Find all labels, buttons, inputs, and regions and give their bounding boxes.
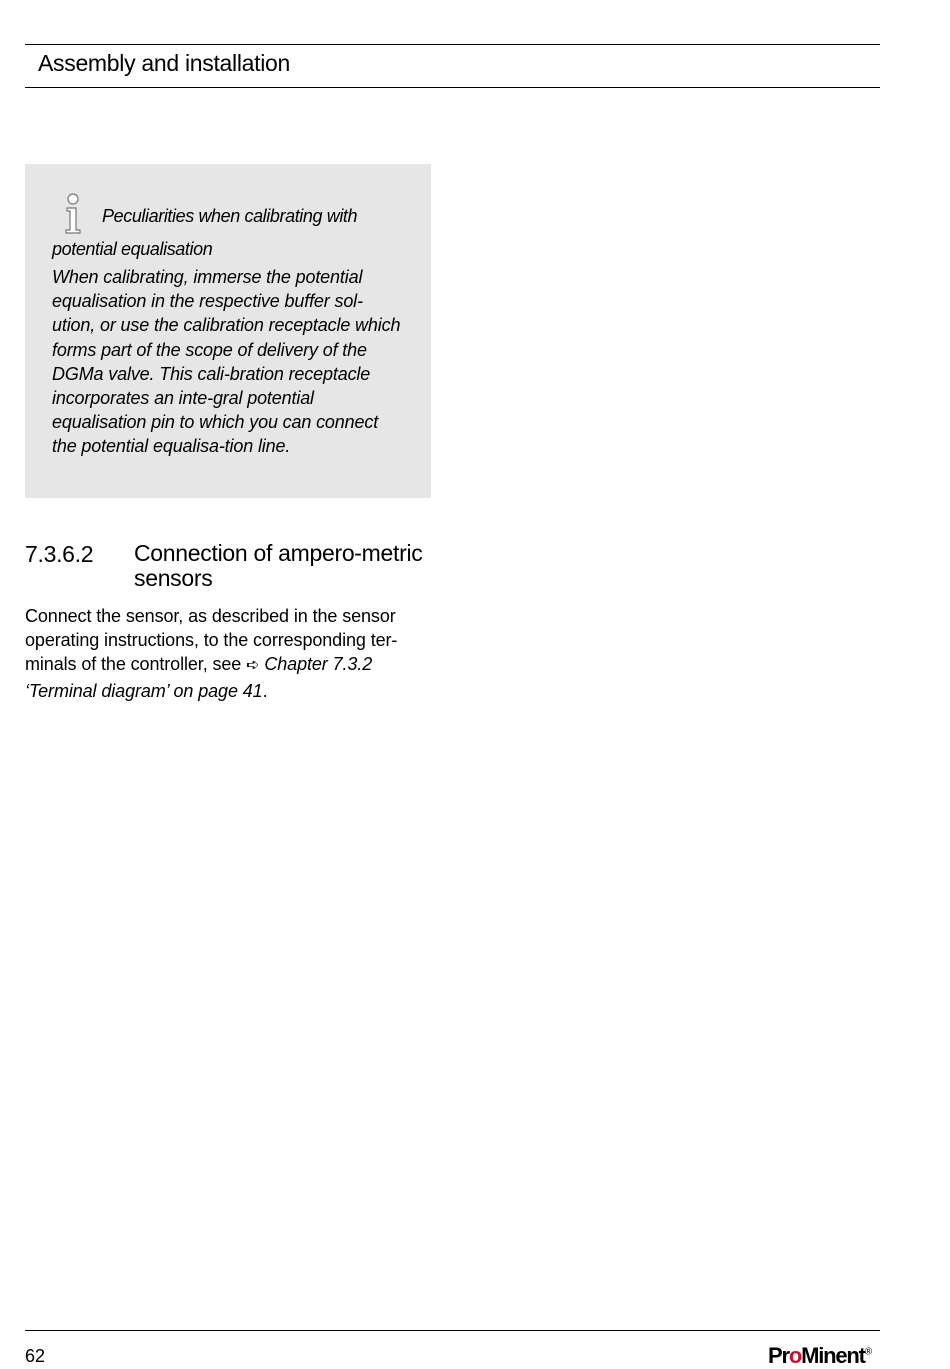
prominent-logo: ProMinent® xyxy=(768,1343,873,1368)
page-number: 62 xyxy=(25,1346,46,1366)
footer-rule xyxy=(25,1330,880,1331)
header-top-rule xyxy=(25,44,880,45)
header-bottom-rule xyxy=(25,87,880,88)
paragraph-text: Connect the sensor, as described in the sensor operating instructions, to the corresponding ter-minals of the controller, see xyxy=(25,606,398,675)
cross-reference-text: Chapter 7.3.2 ‘Terminal diagram’ on page 41 xyxy=(25,654,373,701)
page-header-title: Assembly and installation xyxy=(38,50,291,76)
info-note-heading: Peculiarities when calibrating with potential equalisation xyxy=(52,206,358,259)
info-note-body: When calibrating, immerse the potential equalisation in the respective buffer sol-ution, or use the calibration receptacle which forms part of the scope of delivery of the DGMa valve. This cali-bration receptacle incorporates an inte-gral potential equalisation pin to which you can connect the potential equalisa-tion line. xyxy=(52,267,401,457)
paragraph-end: . xyxy=(262,680,268,701)
section-title: Connection of ampero-metric sensors xyxy=(134,540,423,591)
info-note-box xyxy=(25,164,431,498)
section-number: 7.3.6.2 xyxy=(25,541,94,567)
cross-reference-arrow-icon: ➪ xyxy=(246,657,260,675)
body-paragraph xyxy=(25,604,435,703)
